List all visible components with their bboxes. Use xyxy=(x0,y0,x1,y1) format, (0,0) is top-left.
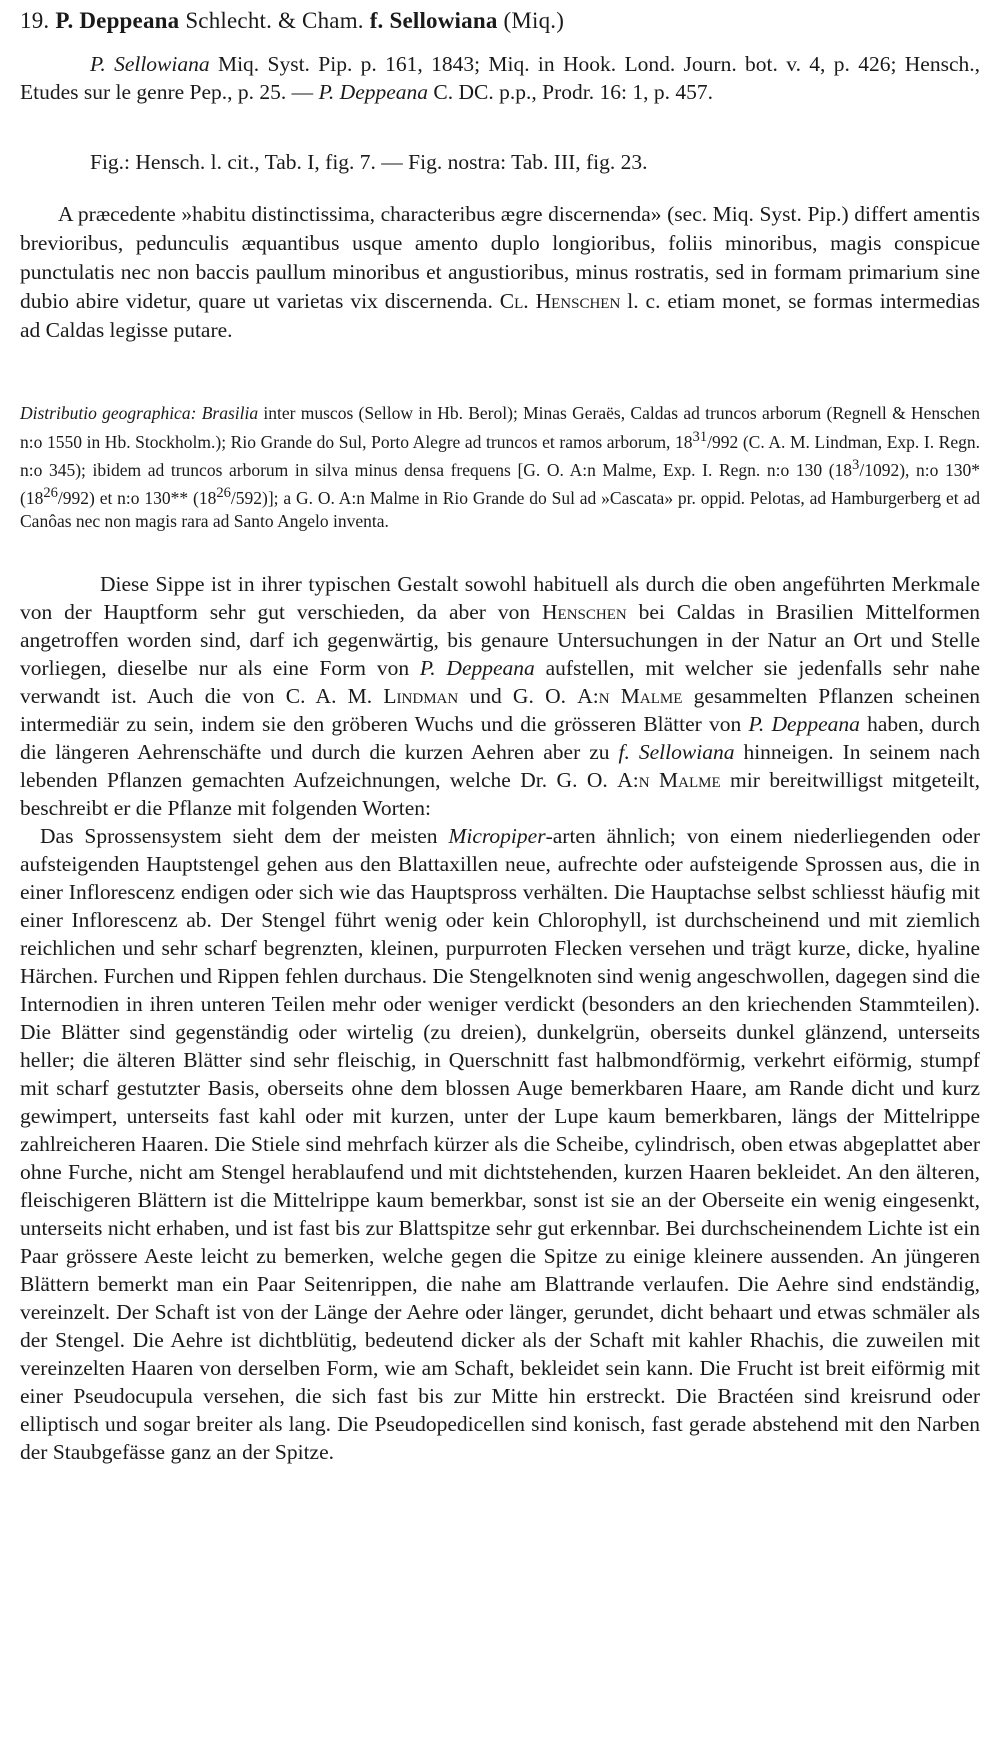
reference-paragraph xyxy=(20,50,980,106)
species-number: 19. xyxy=(20,8,50,33)
german-paragraph-2 xyxy=(20,822,980,1466)
german-discussion xyxy=(20,570,980,1466)
text-run: bei Caldas in Brasilien Mittelformen angetroffen worden sind, darf ich gegenwärtig, bis genaure Untersuchungen in der Natur an Ort und Stelle vorliegen, dieselbe nur als eine Form von xyxy=(20,600,980,680)
author-name: A:n Malme xyxy=(617,768,721,792)
species-italic: f. Sellowiana xyxy=(618,740,735,764)
date-superscript-3: 26 xyxy=(43,485,58,502)
text-run: Das Sprossensystem sieht dem der meisten xyxy=(40,824,449,848)
distribution-label: Distributio geographica: Brasilia xyxy=(20,403,259,423)
text-run: Diese Sippe ist in ihrer typischen Gestalt sowohl habituell als durch die oben angeführten Merkmale von der Hauptform sehr gut verschieden, da aber von xyxy=(20,572,980,624)
latin-description xyxy=(20,200,980,345)
text-run: und G. O. xyxy=(458,684,578,708)
distribution-text-5: /592)]; a G. O. A:n Malme in Rio Grande do Sul ad »Cascata» pr. oppid. Pelotas, ad Hamburgerberg et ad Canôas nec non magis rara ad Santo Angelo inventa. xyxy=(20,487,980,532)
author-name: Lindman xyxy=(383,684,459,708)
genus-italic: Micropiper xyxy=(448,824,546,848)
synonym-name: P. Sellowiana xyxy=(90,52,210,76)
text-run: gesammelten Pflanzen scheinen intermediär zu sein, indem sie den gröberen Wuchs und die grösseren Blätter von xyxy=(20,684,980,736)
species-authors: Schlecht. & Cham. xyxy=(185,8,364,33)
distribution-text-2: /992 (C. A. M. Lindman, Exp. I. Regn. n:o 345); ibidem ad truncos arborum in silva minus densa frequens [G. O. A:n Malme, Exp. I. Regn. n:o 130 (18 xyxy=(20,431,980,480)
reference-text-2: C. DC. p.p., Prodr. 16: 1, p. 457. xyxy=(428,80,713,104)
distribution-text: inter muscos (Sellow in Hb. Berol); Minas Geraës, Caldas ad truncos arborum (Regnell & Henschen n:o 1550 in Hb. Stockholm.); Rio Grande do Sul, Porto Alegre ad truncos et ramos arborum, 18 xyxy=(20,403,980,452)
date-superscript: 31 xyxy=(692,428,708,445)
distribution-text-4: /992) et n:o 130** (18 xyxy=(57,487,217,508)
distribution-section xyxy=(20,402,980,534)
species-name: P. Deppeana xyxy=(55,8,180,33)
text-run: haben, durch die längeren Aehrenschäfte und durch die kurzen Aehren aber zu xyxy=(20,712,980,764)
latin-text: A præcedente »habitu distinctissima, characteribus ægre discernenda» (sec. Miq. Syst. Pip.) differt amentis brevioribus, pedunculis æquantibus usque amento duplo longioribus, foliis minoribus, magis conspicue punctulatis nec non baccis paullum minoribus et angustioribus, minus rostratis, sed in formam primarium sine dubio abire videtur, quare ut varietas vix discernenda. xyxy=(20,202,980,313)
species-italic: P. Deppeana xyxy=(419,656,535,680)
date-superscript-2: 3 xyxy=(852,456,860,473)
text-run: hinneigen. In seinem nach lebenden Pflanzen gemachten Aufzeichnungen, welche Dr. G. O. xyxy=(20,740,980,792)
author-name: Henschen xyxy=(542,600,627,624)
synonym-name-2: P. Deppeana xyxy=(318,80,429,104)
species-italic: P. Deppeana xyxy=(748,712,860,736)
form-name: f. Sellowiana xyxy=(369,8,498,33)
reference-text: Miq. Syst. Pip. p. 161, 1843; Miq. in Hook. Lond. Journ. bot. v. 4, p. 426; Hensch., Etudes sur le genre Pep., p. 25. — xyxy=(20,52,980,104)
latin-text-2: l. c. etiam monet, se formas intermedias ad Caldas legisse putare. xyxy=(20,289,980,342)
latin-paragraph xyxy=(20,200,980,345)
text-run: -arten ähnlich; von einem niederliegenden oder aufsteigenden Hauptstengel gehen aus den Blattaxillen neue, aufrechte oder aufsteigende Sprossen aus, die in einer Inflorescenz endigen oder sich wie das Hauptspross verhälten. Die Hauptachse selbst schliesst häufig mit einer Inflorescenz ab. Der Stengel führt wenig oder kein Chlorophyll, ist durchscheinend und mit ziemlich reichlichen und sehr scharf begrenzten, kleinen, purpurroten Flecken versehen und trägt kurze, dicke, hyaline Härchen. Furchen und Rippen fehlen durchaus. Die Stengelknoten sind wenig angeschwollen, dagegen sind die Internodien in ihren unteren Teilen mehr oder weniger verdickt (besonders an den kriechenden Stammteilen). Die Blätter sind gegenständig oder wirtelig (zu dreien), dunkelgrün, oberseits dunkel glänzend, unterseits heller; die älteren Blätter sind sehr fleischig, in Querschnitt fast halbmondförmig, verkehrt eiförmig, stumpf mit scharf gestutzter Basis, oberseits ohne dem blossen Auge bemerkbaren Haare, am Rande dicht und kurz gewimpert, unterseits fast kahl oder mit kurzen, unter der Lupe kaum bemerkbaren, längs der Mittelrippe zahlreicheren Haaren. Die Stiele sind mehrfach kürzer als die Scheibe, cylindrisch, oben etwas abgeplattet aber ohne Furche, nicht am Stengel herablaufend und mit dichtstehenden, kurzen Haaren bekleidet. An den älteren, fleischigeren Blättern ist die Mittelrippe kaum bemerkbar, sonst ist sie an der Oberseite ein wenig eingesenkt, unterseits nicht erhaben, und ist fast bis zur Blattspitze sehr gut erkennbar. Bei durchscheinendem Lichte ist ein Paar grössere Aeste leicht zu bemerken, welche gegen die Spitze zu einige kleinere aussenden. An jüngeren Blättern bemerkt man ein Paar Seitenrippen, die nahe am Blattrande verlaufen. Die Aehre sind endständig, vereinzelt. Der Schaft ist von der Länge der Aehre oder länger, gerundet, dicht behaart und etwas schmäler als der Stengel. Die Aehre ist dichtblütig, bedeutend dicker als der Schaft mit kahler Rhachis, die zuweilen mit vereinzelten Haaren von derselben Form, wie am Schaft, bekleidet sein kann. Die Frucht ist breit eiförmig mit einer Pseudocupula versehen, die sich fast bis zur Mitte hin erstreckt. Die Bractéen sind kreisrund oder elliptisch und sogar breiter als lang. Die Pseudopedicellen sind konisch, fast gerade abstehend mit den Narben der Staubgefässe ganz an der Spitze. xyxy=(20,824,980,1464)
distribution-text-3: /1092), n:o 130* (18 xyxy=(20,459,980,508)
distribution-paragraph xyxy=(20,402,980,534)
author-name: A:n Malme xyxy=(577,684,683,708)
figure-references: Fig.: Hensch. l. cit., Tab. I, fig. 7. — Fig. nostra: Tab. III, fig. 23. xyxy=(90,150,648,174)
german-paragraph-1 xyxy=(20,570,980,822)
date-superscript-4: 26 xyxy=(216,485,231,502)
text-run: aufstellen, mit welcher sie jedenfalls sehr nahe verwandt ist. Auch die von C. A. M. xyxy=(20,656,980,708)
form-author: (Miq.) xyxy=(503,8,565,33)
text-run: mir bereitwilligst mitgeteilt, beschreibt er die Pflanze mit folgenden Worten: xyxy=(20,768,981,820)
species-heading xyxy=(20,8,564,34)
synonymy-references xyxy=(20,50,980,106)
author-citation: Cl. Henschen xyxy=(499,289,621,313)
